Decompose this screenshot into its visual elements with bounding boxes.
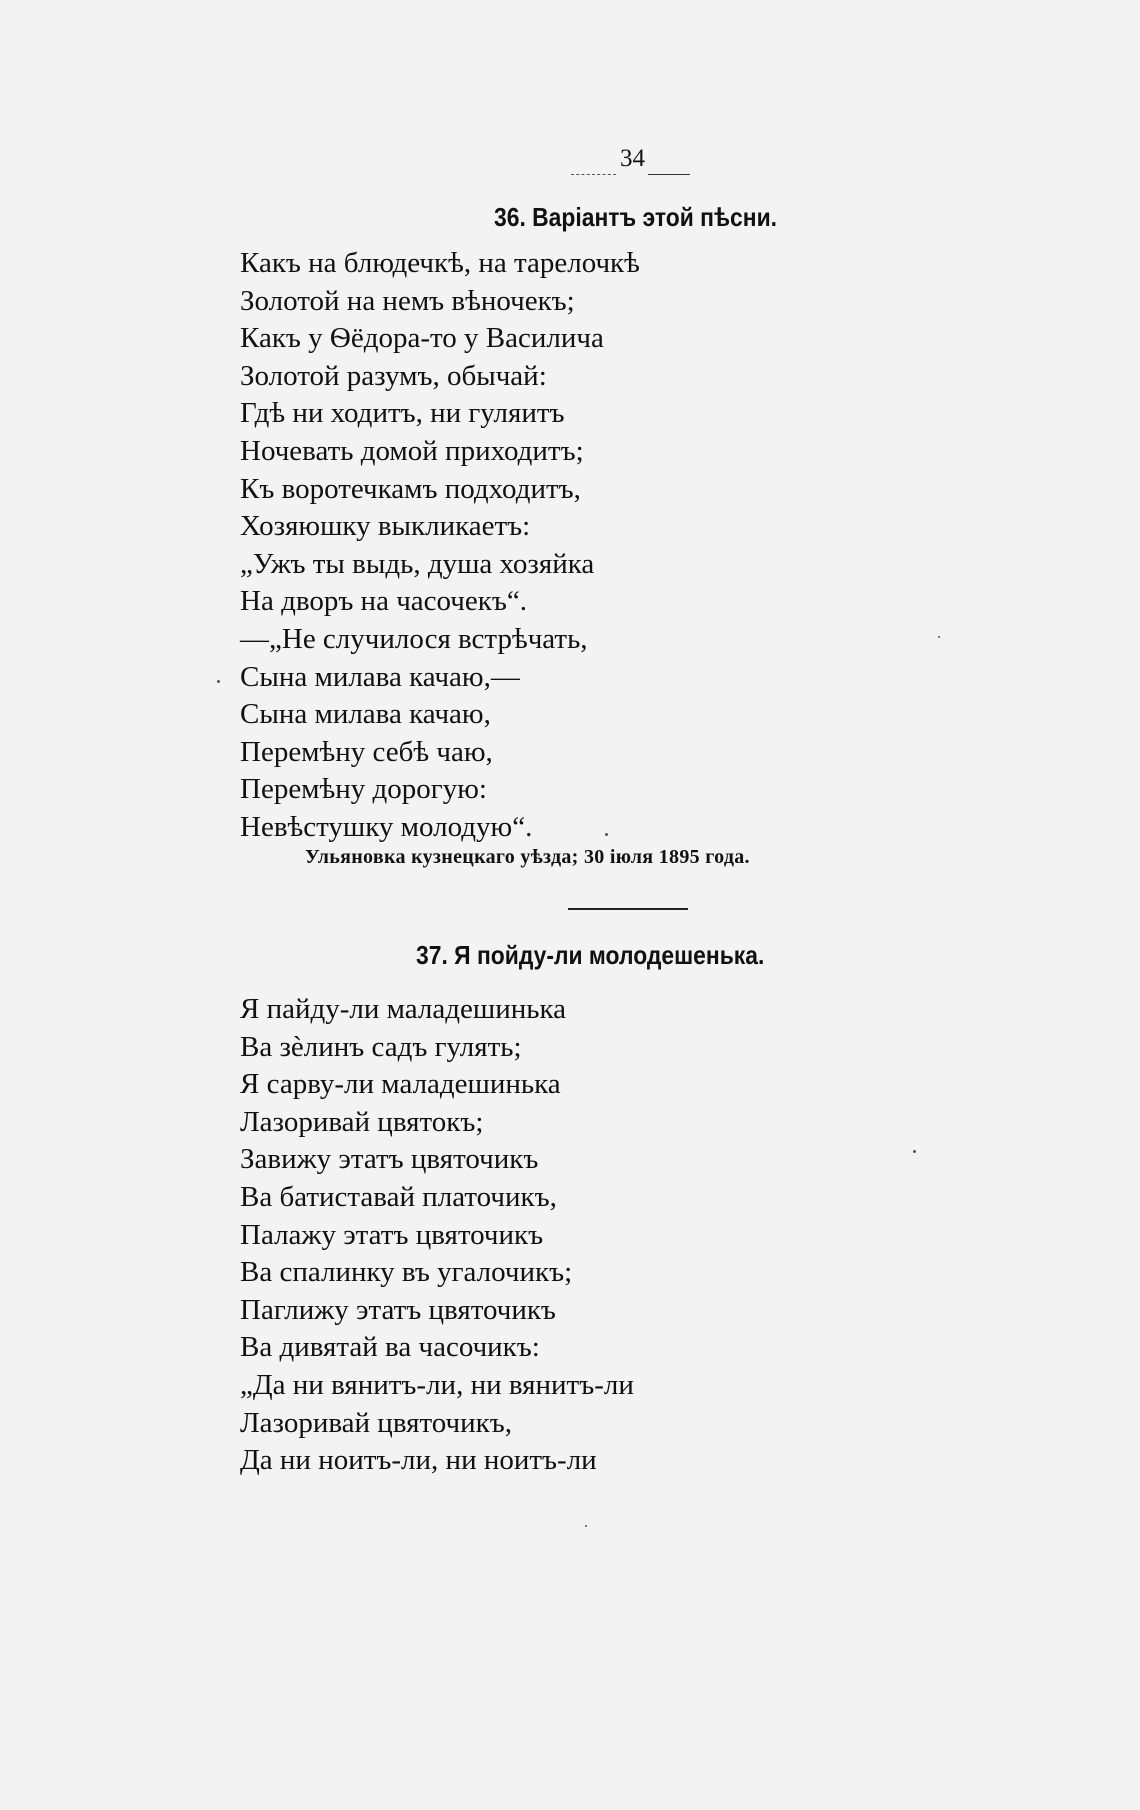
song-36-verse [240,245,640,847]
section-divider [568,908,688,910]
song-36-heading: 36. Варіантъ этой пѣсни. [494,202,778,232]
verse-line: Перемѣну дорогую: [240,773,487,806]
print-speck [938,636,940,638]
page-number: 34 [620,145,645,172]
verse-line: Ва спалинку въ угалочикъ; [240,1256,573,1289]
verse-line: Гдѣ ни ходитъ, ни гуляитъ [240,397,565,430]
verse-line: „Ужъ ты выдь, душа хозяйка [240,547,595,580]
song-37-heading: 37. Я пойду-ли молодешенька. [416,940,765,970]
verse-line: Я пайду-ли маладешинька [240,993,567,1025]
verse-line: Да ни ноитъ-ли, ни ноитъ-ли [240,1444,597,1477]
verse-line: Ва дивятай ва часочикъ: [240,1331,540,1364]
verse-line: Сына милава качаю, [240,698,491,731]
print-speck [605,833,608,836]
page-number-dash-right [648,174,690,175]
song-36-source-note: Ульяновка кузнецкаго уѣзда; 30 іюля 1895 года. [305,846,750,868]
verse-line: Какъ у Ѳёдора-то у Василича [240,322,604,355]
verse-line: Перемѣну себѣ чаю, [240,735,493,768]
verse-line: На дворъ на часочекъ“. [240,585,527,618]
verse-line: Къ воротечкамъ подходитъ, [240,472,581,505]
page-number-dash-left [571,174,616,175]
verse-line: Паглижу этатъ цвяточикъ [240,1293,556,1326]
verse-line: Ва батиставай платочикъ, [240,1180,557,1213]
verse-line: Хозяюшку выкликаетъ: [240,510,531,543]
verse-line: Какъ на блюдечкѣ, на тарелочкѣ [240,247,640,279]
verse-line: Ночевать домой приходитъ; [240,434,584,467]
verse-line: Палажу этатъ цвяточикъ [240,1218,544,1251]
verse-line: Золотой на немъ вѣночекъ; [240,284,575,317]
verse-line: „Да ни вянитъ-ли, ни вянитъ-ли [240,1368,634,1401]
song-37-verse [240,991,634,1480]
verse-line: Ва зѐлинъ садъ гулять; [240,1030,522,1063]
verse-line: Сына милава качаю,— [240,660,520,693]
print-speck [217,680,220,683]
verse-line: —„Не случилося встрѣчать, [240,622,588,655]
verse-line: Невѣстушку молодую“. [240,810,533,843]
print-speck [585,1525,587,1527]
verse-line: Завижу этатъ цвяточикъ [240,1143,539,1176]
verse-line: Лазоривай цвятокъ; [240,1105,484,1138]
verse-line: Лазоривай цвяточикъ, [240,1406,512,1439]
verse-line: Золотой разумъ, обычай: [240,359,547,392]
print-speck [913,1150,916,1153]
verse-line: Я сарву-ли маладешинька [240,1068,561,1101]
